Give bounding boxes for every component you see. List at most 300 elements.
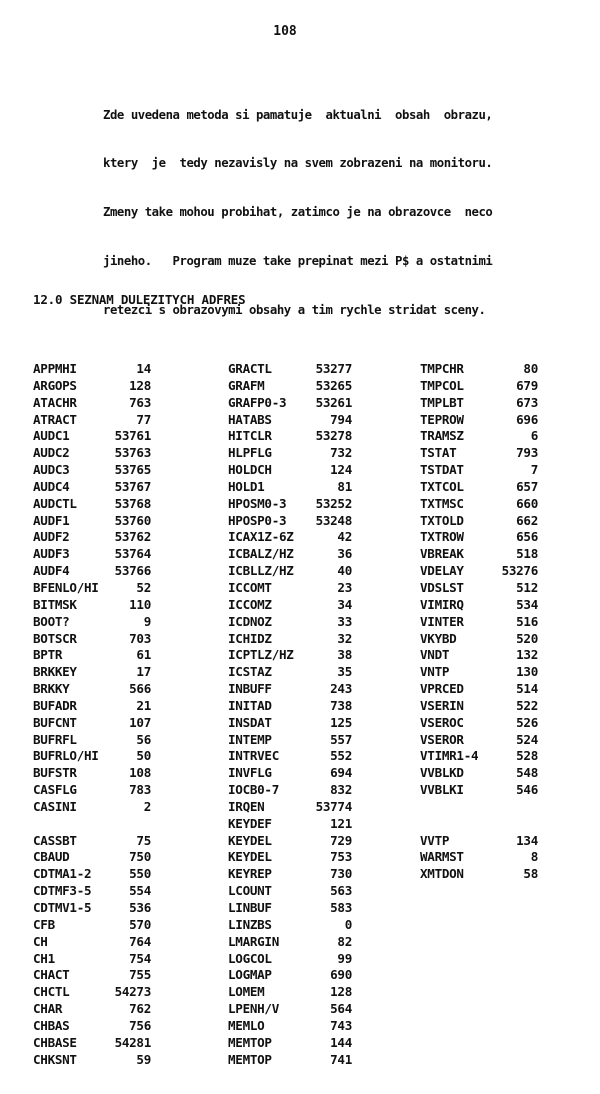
address-row (33, 563, 151, 580)
address-row (228, 664, 352, 681)
address-name: ICAX1Z-6Z (228, 529, 294, 545)
address-row (420, 866, 538, 883)
address-name: BOTSCR (33, 630, 77, 646)
address-value: 546 (516, 782, 538, 798)
address-value: 657 (516, 478, 538, 494)
address-row (420, 580, 538, 597)
address-name: BPTR (33, 647, 63, 663)
address-value: 750 (129, 849, 151, 865)
address-name: LCOUNT (228, 883, 272, 899)
address-value: 524 (516, 731, 538, 747)
address-value: 512 (516, 579, 538, 595)
address-row (420, 849, 538, 866)
address-value: 50 (136, 748, 151, 764)
address-name: INVFLG (228, 765, 272, 781)
address-row (228, 681, 352, 698)
address-value: 61 (136, 647, 151, 663)
address-name: GRAFP0-3 (228, 394, 287, 410)
address-value: 570 (129, 916, 151, 932)
address-value: 53277 (315, 361, 352, 376)
address-value: 53252 (315, 495, 352, 511)
address-row (228, 647, 352, 664)
address-name: CASSBT (33, 832, 77, 848)
address-name: TRAMSZ (420, 428, 464, 444)
address-name: ICBLLZ/HZ (228, 563, 294, 579)
address-row (420, 378, 538, 395)
address-row (228, 698, 352, 715)
address-value: 0 (344, 916, 352, 932)
address-row (420, 681, 538, 698)
address-value: 34 (337, 596, 352, 612)
address-row (228, 1018, 352, 1035)
address-name: TMPCOL (420, 377, 464, 393)
address-name: BRKKEY (33, 664, 77, 680)
address-value: 128 (330, 984, 352, 1000)
address-row (228, 580, 352, 597)
address-value: 526 (516, 714, 538, 730)
address-value: 738 (330, 697, 352, 713)
address-name: VDELAY (420, 563, 464, 579)
address-value: 59 (136, 1051, 151, 1067)
intro-line: ktery je tedy nezavisly na svem zobrazeni na monitoru. (103, 156, 493, 171)
address-name: INSDAT (228, 714, 272, 730)
address-value: 743 (330, 1017, 352, 1033)
address-value: 754 (129, 950, 151, 966)
address-row (420, 698, 538, 715)
address-value: 52 (136, 579, 151, 595)
address-value: 548 (516, 765, 538, 781)
address-value: 81 (337, 478, 352, 494)
address-row (420, 614, 538, 631)
address-value: 53760 (114, 512, 151, 528)
address-value: 53767 (114, 478, 151, 494)
address-value: 755 (129, 967, 151, 983)
address-row (420, 732, 538, 749)
address-name: AUDCTL (33, 495, 77, 511)
address-row (33, 496, 151, 513)
address-name: VKYBD (420, 630, 457, 646)
address-value: 514 (516, 681, 538, 697)
address-row (228, 546, 352, 563)
address-name: AUDF3 (33, 546, 70, 562)
address-row (33, 984, 151, 1001)
address-value: 2 (143, 798, 151, 814)
address-value: 132 (516, 647, 538, 663)
address-name: TSTAT (420, 445, 457, 461)
address-name: VSEROR (420, 731, 464, 747)
address-row (228, 1035, 352, 1052)
address-value: 536 (129, 900, 151, 915)
address-column-3 (420, 361, 538, 883)
address-value: 38 (337, 647, 352, 663)
address-row (33, 395, 151, 412)
address-row (33, 748, 151, 765)
row-spacer (420, 799, 538, 833)
address-value: 42 (337, 529, 352, 545)
address-name: TSTDAT (420, 462, 464, 478)
address-name: AUDC4 (33, 478, 70, 494)
address-value: 694 (330, 765, 352, 781)
address-row (33, 529, 151, 546)
address-row (33, 513, 151, 530)
address-value: 764 (129, 933, 151, 949)
address-name: TMPLBT (420, 394, 464, 410)
address-row (420, 563, 538, 580)
address-row (420, 715, 538, 732)
address-row (33, 951, 151, 968)
address-row (420, 833, 538, 850)
address-name: BUFRLO/HI (33, 748, 99, 764)
address-value: 9 (143, 613, 151, 629)
address-name: TXTMSC (420, 495, 464, 511)
address-row (33, 799, 151, 816)
address-row (228, 1052, 352, 1069)
address-row (33, 934, 151, 951)
address-name: AUDC3 (33, 462, 70, 478)
address-name: ATACHR (33, 394, 77, 410)
address-row (228, 866, 352, 883)
address-name: KEYREP (228, 866, 272, 882)
address-value: 58 (523, 866, 538, 882)
address-row (420, 412, 538, 429)
address-value: 6 (530, 428, 538, 444)
address-name: ICCOMZ (228, 596, 272, 612)
address-name: BUFCNT (33, 714, 77, 730)
address-row (33, 664, 151, 681)
address-row (33, 967, 151, 984)
address-name: CHCTL (33, 984, 70, 1000)
address-name: ICHIDZ (228, 630, 272, 646)
address-value: 243 (330, 681, 352, 697)
address-row (33, 782, 151, 799)
address-row (228, 917, 352, 934)
address-value: 662 (516, 512, 538, 528)
address-value: 75 (136, 832, 151, 848)
address-name: IRQEN (228, 798, 265, 814)
address-row (420, 513, 538, 530)
intro-line: Zde uvedena metoda si pamatuje aktualni obsah obrazu, (103, 107, 493, 122)
address-row (33, 1035, 151, 1052)
address-name: GRAFM (228, 377, 265, 393)
address-value: 732 (330, 445, 352, 461)
address-name: LOMEM (228, 984, 265, 1000)
address-name: MEMTOP (228, 1051, 272, 1067)
address-value: 703 (129, 630, 151, 646)
address-value: 121 (330, 815, 352, 831)
address-name: HLPFLG (228, 445, 272, 461)
address-row (33, 445, 151, 462)
address-value: 53248 (315, 512, 352, 528)
address-value: 54273 (114, 984, 151, 1000)
address-name: ICCOMT (228, 579, 272, 595)
address-name: GRACTL (228, 361, 272, 376)
address-value: 53763 (114, 445, 151, 461)
address-row (420, 631, 538, 648)
address-name: CH1 (33, 950, 55, 966)
address-value: 660 (516, 495, 538, 511)
address-value: 54281 (114, 1034, 151, 1050)
address-name: KEYDEL (228, 849, 272, 865)
address-value: 566 (129, 681, 151, 697)
address-name: BFENLO/HI (33, 579, 99, 595)
address-row (228, 378, 352, 395)
address-row (420, 462, 538, 479)
address-value: 53261 (315, 394, 352, 410)
address-value: 741 (330, 1051, 352, 1067)
address-name: CBAUD (33, 849, 70, 865)
row-spacer (33, 816, 151, 833)
address-value: 35 (337, 664, 352, 680)
address-value: 134 (516, 832, 538, 848)
address-name: CASINI (33, 798, 77, 814)
address-value: 832 (330, 782, 352, 798)
address-name: APPMHI (33, 361, 77, 376)
address-name: CFB (33, 916, 55, 932)
address-row (33, 917, 151, 934)
address-name: VDSLST (420, 579, 464, 595)
address-row (420, 597, 538, 614)
address-row (33, 479, 151, 496)
address-row (228, 715, 352, 732)
address-row (420, 529, 538, 546)
address-row (228, 445, 352, 462)
address-row (420, 664, 538, 681)
address-value: 32 (337, 630, 352, 646)
address-name: AUDF2 (33, 529, 70, 545)
address-value: 107 (129, 714, 151, 730)
address-row (228, 833, 352, 850)
address-name: VVBLKD (420, 765, 464, 781)
address-row (33, 883, 151, 900)
address-name: AUDF4 (33, 563, 70, 579)
address-row (228, 395, 352, 412)
address-row (228, 479, 352, 496)
address-row (228, 748, 352, 765)
address-name: INTRVEC (228, 748, 279, 764)
address-name: INBUFF (228, 681, 272, 697)
address-name: AUDC2 (33, 445, 70, 461)
address-name: CDTMA1-2 (33, 866, 92, 882)
address-value: 17 (136, 664, 151, 680)
address-name: ARGOPS (33, 377, 77, 393)
address-row (228, 361, 352, 378)
address-value: 7 (530, 462, 538, 478)
address-row (420, 647, 538, 664)
address-value: 108 (129, 765, 151, 781)
intro-line: jineho. Program muze take prepinat mezi P$ a ostatnimi (103, 254, 493, 269)
address-value: 53278 (315, 428, 352, 444)
address-row (420, 445, 538, 462)
address-name: MEMTOP (228, 1034, 272, 1050)
address-value: 53768 (114, 495, 151, 511)
address-value: 53276 (501, 563, 538, 579)
address-value: 656 (516, 529, 538, 545)
address-row (33, 462, 151, 479)
address-row (33, 715, 151, 732)
address-row (228, 428, 352, 445)
address-name: ICSTAZ (228, 664, 272, 680)
address-value: 53766 (114, 563, 151, 579)
address-name: VVTP (420, 832, 450, 848)
address-column-2 (228, 361, 352, 1068)
address-value: 36 (337, 546, 352, 562)
address-name: VTIMR1-4 (420, 748, 479, 764)
address-row (33, 614, 151, 631)
address-row (228, 883, 352, 900)
address-name: VNDT (420, 647, 450, 663)
address-name: BOOT? (33, 613, 70, 629)
address-value: 53765 (114, 462, 151, 478)
address-name: LOGCOL (228, 950, 272, 966)
address-name: KEYDEL (228, 832, 272, 848)
address-value: 23 (337, 579, 352, 595)
address-name: VPRCED (420, 681, 464, 697)
address-name: CHAR (33, 1001, 63, 1017)
address-name: CHBASE (33, 1034, 77, 1050)
address-name: BUFSTR (33, 765, 77, 781)
address-name: HOLDCH (228, 462, 272, 478)
address-name: VBREAK (420, 546, 464, 562)
address-value: 53265 (315, 377, 352, 393)
address-row (420, 361, 538, 378)
page-number: 108 (273, 24, 297, 39)
address-name: TXTOLD (420, 512, 464, 528)
address-row (420, 496, 538, 513)
address-name: MEMLO (228, 1017, 265, 1033)
address-row (33, 428, 151, 445)
address-name: VINTER (420, 613, 464, 629)
address-name: CDTMV1-5 (33, 900, 92, 915)
address-value: 130 (516, 664, 538, 680)
address-value: 82 (337, 933, 352, 949)
address-row (33, 732, 151, 749)
address-value: 756 (129, 1017, 151, 1033)
address-column-1 (33, 361, 151, 1068)
address-row (228, 563, 352, 580)
address-name: CDTMF3-5 (33, 883, 92, 899)
address-value: 125 (330, 714, 352, 730)
address-value: 528 (516, 748, 538, 764)
address-name: KEYDEF (228, 815, 272, 831)
address-value: 679 (516, 377, 538, 393)
address-name: TMPCHR (420, 361, 464, 376)
address-name: HOLD1 (228, 478, 265, 494)
address-name: HPOSP0-3 (228, 512, 287, 528)
address-name: ICPTLZ/HZ (228, 647, 294, 663)
address-name: IOCB0-7 (228, 782, 279, 798)
address-name: CH (33, 933, 48, 949)
address-value: 730 (330, 866, 352, 882)
address-name: HATABS (228, 411, 272, 427)
address-row (33, 412, 151, 429)
address-row (228, 849, 352, 866)
address-value: 14 (136, 361, 151, 376)
address-value: 673 (516, 394, 538, 410)
address-row (33, 580, 151, 597)
address-value: 53774 (315, 798, 352, 814)
address-value: 56 (136, 731, 151, 747)
address-value: 534 (516, 596, 538, 612)
address-value: 690 (330, 967, 352, 983)
address-value: 80 (523, 361, 538, 376)
address-row (33, 1018, 151, 1035)
address-value: 794 (330, 411, 352, 427)
address-row (228, 1001, 352, 1018)
address-name: BITMSK (33, 596, 77, 612)
address-name: ICDNOZ (228, 613, 272, 629)
address-row (33, 900, 151, 917)
address-row (228, 496, 352, 513)
address-value: 522 (516, 697, 538, 713)
address-row (228, 900, 352, 917)
address-value: 550 (129, 866, 151, 882)
address-value: 53764 (114, 546, 151, 562)
address-row (228, 597, 352, 614)
address-row (420, 782, 538, 799)
address-row (228, 462, 352, 479)
address-value: 696 (516, 411, 538, 427)
address-row (228, 816, 352, 833)
address-value: 763 (129, 394, 151, 410)
address-name: LMARGIN (228, 933, 279, 949)
address-value: 516 (516, 613, 538, 629)
address-value: 128 (129, 377, 151, 393)
address-row (33, 765, 151, 782)
address-value: 564 (330, 1001, 352, 1017)
address-row (228, 529, 352, 546)
address-row (228, 614, 352, 631)
address-name: INTEMP (228, 731, 272, 747)
address-value: 518 (516, 546, 538, 562)
address-row (33, 681, 151, 698)
address-row (420, 428, 538, 445)
address-row (33, 849, 151, 866)
address-row (33, 361, 151, 378)
address-name: BUFRFL (33, 731, 77, 747)
address-value: 753 (330, 849, 352, 865)
address-name: INITAD (228, 697, 272, 713)
address-name: LPENH/V (228, 1001, 279, 1017)
address-row (33, 378, 151, 395)
address-name: LINBUF (228, 900, 272, 915)
address-name: XMTDON (420, 866, 464, 882)
address-value: 21 (136, 697, 151, 713)
address-row (33, 631, 151, 648)
address-row (228, 513, 352, 530)
address-row (33, 833, 151, 850)
address-value: 110 (129, 596, 151, 612)
address-value: 53762 (114, 529, 151, 545)
address-name: CHKSNT (33, 1051, 77, 1067)
address-name: ATRACT (33, 411, 77, 427)
address-row (33, 698, 151, 715)
address-value: 77 (136, 411, 151, 427)
address-value: 793 (516, 445, 538, 461)
address-value: 557 (330, 731, 352, 747)
intro-line: Zmeny take mohou probihat, zatimco je na obrazovce neco (103, 205, 493, 220)
address-value: 8 (530, 849, 538, 865)
address-name: LOGMAP (228, 967, 272, 983)
address-value: 563 (330, 883, 352, 899)
address-name: BRKKY (33, 681, 70, 697)
address-row (228, 799, 352, 816)
address-row (228, 765, 352, 782)
address-value: 144 (330, 1034, 352, 1050)
address-name: CASFLG (33, 782, 77, 798)
intro-line: retezci s obrazovymi obsahy a tim rychle stridat sceny. (103, 303, 486, 318)
address-name: HPOSM0-3 (228, 495, 287, 511)
address-row (420, 395, 538, 412)
